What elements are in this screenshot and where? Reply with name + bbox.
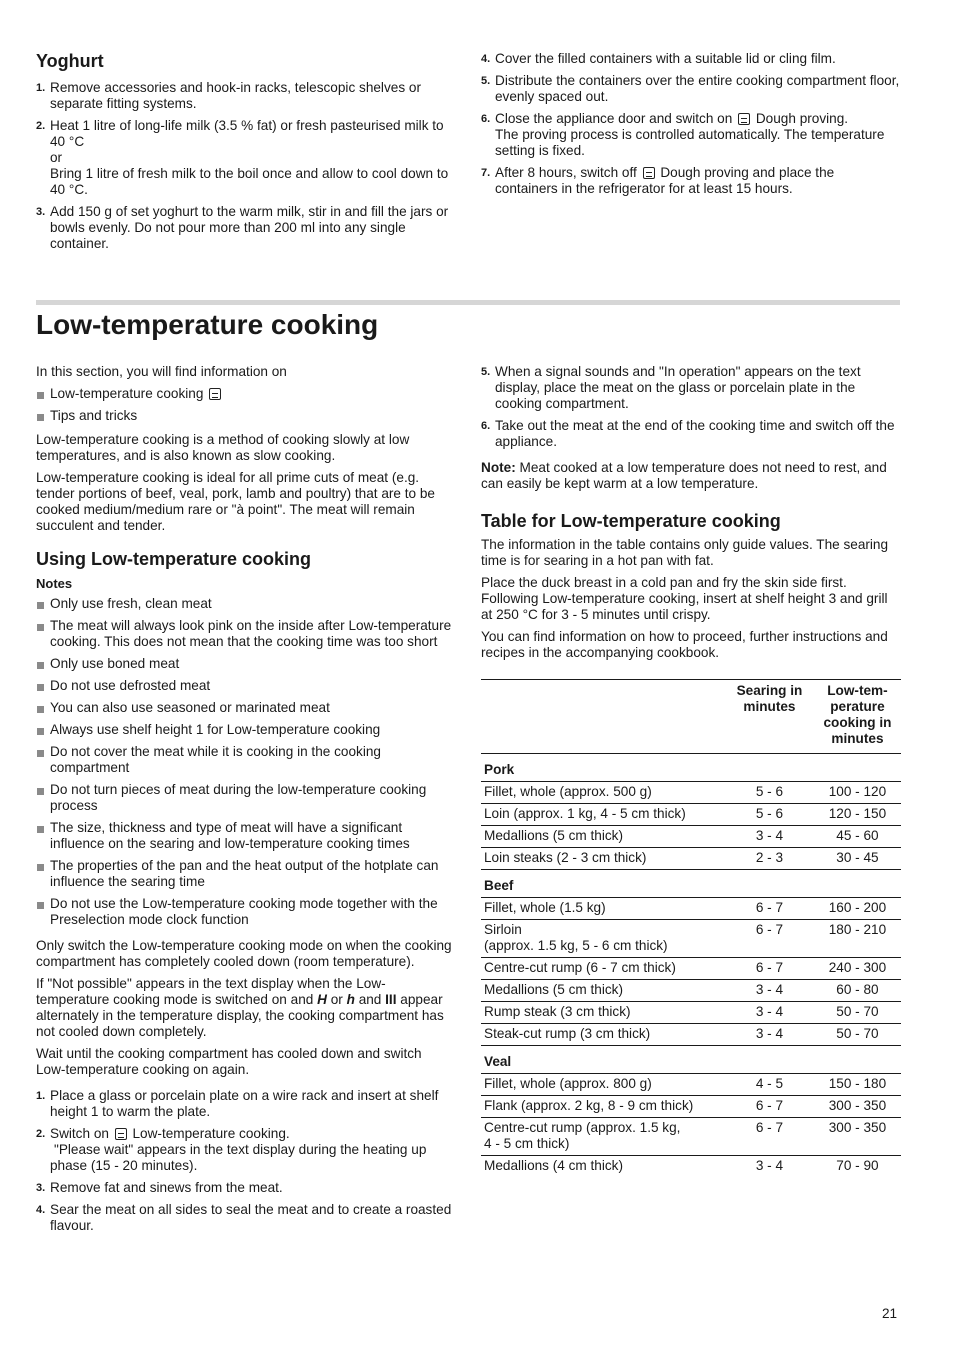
table-header-empty xyxy=(481,680,725,754)
table-cell-cut: Rump steak (3 cm thick) xyxy=(481,1002,725,1024)
table-cell-lowtemp: 100 - 120 xyxy=(814,782,901,804)
table-cell-lowtemp: 30 - 45 xyxy=(814,848,901,870)
switch-paragraph: Only switch the Low-temperature cooking mode on when the cooking compartment has completely cooled down (room temperature). xyxy=(36,938,452,969)
table-row xyxy=(481,898,901,920)
dough-proving-icon xyxy=(738,113,750,125)
intro-paragraph: Low-temperature cooking is ideal for all prime cuts of meat (e.g. tender portions of beef, veal, pork, lamb and poultry) that are to be cooked medium/medium rare or "à point". The meat will remain succulent and tender. xyxy=(36,470,435,533)
table-row xyxy=(481,980,901,1002)
table-cell-lowtemp: 150 - 180 xyxy=(814,1074,901,1096)
yoghurt-steps xyxy=(36,80,452,252)
table-group-label: Veal xyxy=(481,1046,901,1074)
using-step-3: 3. Remove fat and sinews from the meat. xyxy=(36,1180,283,1195)
table-row xyxy=(481,1074,901,1096)
note-item: Do not use defrosted meat xyxy=(36,678,452,694)
using-steps-cont xyxy=(481,364,900,450)
note-item: Do not cover the meat while it is cooking in the cooking compartment xyxy=(36,744,452,776)
note-item: The size, thickness and type of meat will have a significant influence on the searing and low-temperature cooking times xyxy=(36,820,452,852)
intro-list xyxy=(36,386,452,424)
page-number: 21 xyxy=(882,1306,898,1321)
table-cell-cut: Medallions (4 cm thick) xyxy=(484,1158,623,1173)
table-group-label: Pork xyxy=(481,754,901,782)
table-cell-cut: Medallions (5 cm thick) xyxy=(481,980,725,1002)
yoghurt-section xyxy=(36,50,452,258)
table-header-searing: Searing in minutes xyxy=(736,683,803,714)
table-cell-cut: Fillet, whole (1.5 kg) xyxy=(481,898,725,920)
table-cell-lowtemp: 60 - 80 xyxy=(814,980,901,1002)
using-step-6: 6. Take out the meat at the end of the cooking time and switch off the appliance. xyxy=(481,418,895,449)
table-row xyxy=(481,782,901,804)
table-cell-searing: 2 - 3 xyxy=(725,848,814,870)
table-cell-lowtemp: 300 - 350 xyxy=(814,1096,901,1118)
using-step-1: 1. Place a glass or porcelain plate on a wire rack and insert at shelf height 1 to warm the plate. xyxy=(36,1088,439,1119)
table-cell-searing: 3 - 4 xyxy=(725,1002,814,1024)
table-heading: Table for Low-temperature cooking xyxy=(481,511,781,531)
table-cell-lowtemp: 50 - 70 xyxy=(814,1024,901,1046)
using-step-5: 5. When a signal sounds and "In operation" appears on the text display, place the meat on the glass or porcelain plate in the cooking compartment. xyxy=(481,364,861,411)
table-row xyxy=(481,1118,901,1156)
table-cell-searing: 6 - 7 xyxy=(725,898,814,920)
note-item: Only use boned meat xyxy=(36,656,452,672)
yoghurt-step-3: 3. Add 150 g of set yoghurt to the warm milk, stir in and fill the jars or bowls evenly. Do not pour more than 200 ml into any single container. xyxy=(36,204,449,251)
yoghurt-step-5: 5. Distribute the containers over the entire cooking compartment floor, evenly spaced out. xyxy=(481,73,900,104)
lowtemp-left-column xyxy=(36,364,452,1240)
table-cell-searing: 6 - 7 xyxy=(725,958,814,980)
note-item: The meat will always look pink on the inside after Low-temperature cooking. This does not mean that the cooking time was too short xyxy=(36,618,452,650)
yoghurt-steps-cont xyxy=(481,51,900,197)
intro-text: In this section, you will find information on xyxy=(36,364,287,379)
table-cell-lowtemp: 50 - 70 xyxy=(814,1002,901,1024)
yoghurt-step-1: 1. Remove accessories and hook-in racks, telescopic shelves or separate fitting systems. xyxy=(36,80,421,111)
table-group-row xyxy=(481,754,901,782)
low-temperature-icon xyxy=(115,1128,127,1140)
display-symbol-III: III xyxy=(385,992,397,1007)
table-cell-lowtemp: 180 - 210 xyxy=(814,920,901,958)
table-paragraph: You can find information on how to proceed, further instructions and recipes in the accompanying cookbook. xyxy=(481,629,888,660)
table-row xyxy=(481,1024,901,1046)
table-cell-cut: Flank (approx. 2 kg, 8 - 9 cm thick) xyxy=(481,1096,725,1118)
table-cell-searing: 5 - 6 xyxy=(725,782,814,804)
table-cell-cut: Medallions (5 cm thick) xyxy=(481,826,725,848)
table-cell-lowtemp: 70 - 90 xyxy=(836,1158,879,1173)
table-cell-cut: Steak-cut rump (3 cm thick) xyxy=(481,1024,725,1046)
table-header-lowtemp: Low-tem-perature cooking in minutes xyxy=(823,683,892,746)
table-group-label: Beef xyxy=(481,870,901,898)
table-cell-cut: Loin steaks (2 - 3 cm thick) xyxy=(481,848,725,870)
using-steps xyxy=(36,1088,452,1234)
note-item: The properties of the pan and the heat output of the hotplate can influence the searing time xyxy=(36,858,452,890)
table-cell-cut: Sirloin (approx. 1.5 kg, 5 - 6 cm thick) xyxy=(481,920,725,958)
table-row xyxy=(481,958,901,980)
note-item: You can also use seasoned or marinated meat xyxy=(36,700,452,716)
table-cell-lowtemp: 120 - 150 xyxy=(814,804,901,826)
note-item: Only use fresh, clean meat xyxy=(36,596,452,612)
table-cell-searing: 6 - 7 xyxy=(725,1096,814,1118)
yoghurt-section-cont xyxy=(481,51,900,203)
note-item: Do not use the Low-temperature cooking mode together with the Preselection mode clock function xyxy=(36,896,452,928)
table-cell-searing: 3 - 4 xyxy=(725,980,814,1002)
table-row xyxy=(481,1156,901,1178)
table-row xyxy=(481,1096,901,1118)
note-item: Always use shelf height 1 for Low-temperature cooking xyxy=(36,722,452,738)
table-cell-cut: Centre-cut rump (approx. 1.5 kg, 4 - 5 cm thick) xyxy=(481,1118,725,1156)
table-row xyxy=(481,1002,901,1024)
wait-paragraph: Wait until the cooking compartment has cooled down and switch Low-temperature cooking on again. xyxy=(36,1046,422,1077)
table-cell-searing: 4 - 5 xyxy=(725,1074,814,1096)
table-cell-lowtemp: 240 - 300 xyxy=(814,958,901,980)
using-heading: Using Low-temperature cooking xyxy=(36,549,312,569)
low-temperature-icon xyxy=(209,388,221,400)
table-cell-lowtemp: 300 - 350 xyxy=(814,1118,901,1156)
table-cell-lowtemp: 45 - 60 xyxy=(814,826,901,848)
intro-item: Low-temperature cooking xyxy=(36,386,452,402)
notes-list xyxy=(36,596,452,928)
using-step-4: 4. Sear the meat on all sides to seal the meat and to create a roasted flavour. xyxy=(36,1202,452,1233)
table-group-row xyxy=(481,1046,901,1074)
intro-item: Tips and tricks xyxy=(36,408,452,424)
table-cell-lowtemp: 160 - 200 xyxy=(814,898,901,920)
yoghurt-heading: Yoghurt xyxy=(36,51,104,71)
yoghurt-step-6: 6. Close the appliance door and switch on Dough proving. The proving process is controlled automatically. The temperature setting is fixed. xyxy=(481,111,885,158)
table-row xyxy=(481,848,901,870)
yoghurt-step-7: 7. After 8 hours, switch off Dough proving and place the containers in the refrigerator for at least 15 hours. xyxy=(481,165,835,196)
not-possible-paragraph: If "Not possible" appears in the text display when the Low-temperature cooking mode is switched on and H or h and III appear alternately in the temperature display, the cooking compartment has not cooled down completely. xyxy=(36,976,444,1039)
table-cell-searing: 6 - 7 xyxy=(725,1118,814,1156)
dough-proving-icon xyxy=(643,167,655,179)
table-row xyxy=(481,920,901,958)
table-cell-cut: Fillet, whole (approx. 800 g) xyxy=(481,1074,725,1096)
table-row xyxy=(481,804,901,826)
table-cell-searing: 3 - 4 xyxy=(725,1024,814,1046)
table-cell-searing: 3 - 4 xyxy=(725,826,814,848)
page-title: Low-temperature cooking xyxy=(36,309,379,340)
display-symbol-h: h xyxy=(346,992,355,1007)
section-divider xyxy=(36,300,900,305)
note-item: Do not turn pieces of meat during the low-temperature cooking process xyxy=(36,782,452,814)
table-row xyxy=(481,826,901,848)
intro-paragraph: Low-temperature cooking is a method of cooking slowly at low temperatures, and is also known as slow cooking. xyxy=(36,432,410,463)
table-cell-searing: 6 - 7 xyxy=(725,920,814,958)
table-cell-cut: Centre-cut rump (6 - 7 cm thick) xyxy=(481,958,725,980)
yoghurt-step-2: 2. Heat 1 litre of long-life milk (3.5 % fat) or fresh pasteurised milk to 40 °C or Bring 1 litre of fresh milk to the boil once and allow to cool down to 40 °C. xyxy=(36,118,449,197)
low-temperature-table xyxy=(481,679,901,1177)
table-cell-searing: 5 - 6 xyxy=(725,804,814,826)
yoghurt-step-4: 4. Cover the filled containers with a suitable lid or cling film. xyxy=(481,51,836,66)
using-step-2: 2. Switch on Low-temperature cooking. "Please wait" appears in the text display during the heating up phase (15 - 20 minutes). xyxy=(36,1126,427,1173)
note-paragraph: Note: Meat cooked at a low temperature does not need to rest, and can easily be kept warm at a low temperature. xyxy=(481,460,887,491)
table-cell-cut: Fillet, whole (approx. 500 g) xyxy=(481,782,725,804)
display-symbol-H: H xyxy=(317,992,327,1007)
notes-heading: Notes xyxy=(36,576,73,591)
lowtemp-right-column xyxy=(481,364,900,1177)
table-group-row xyxy=(481,870,901,898)
table-paragraph: Place the duck breast in a cold pan and fry the skin side first. Following Low-temperature cooking, insert at shelf height 3 and grill at 250 °C for 3 - 5 minutes until crispy. xyxy=(481,575,888,622)
table-cell-searing: 3 - 4 xyxy=(755,1158,784,1173)
table-paragraph: The information in the table contains only guide values. The searing time is for searing in a hot pan with fat. xyxy=(481,537,889,568)
table-header-row xyxy=(481,680,901,754)
table-cell-cut: Loin (approx. 1 kg, 4 - 5 cm thick) xyxy=(481,804,725,826)
